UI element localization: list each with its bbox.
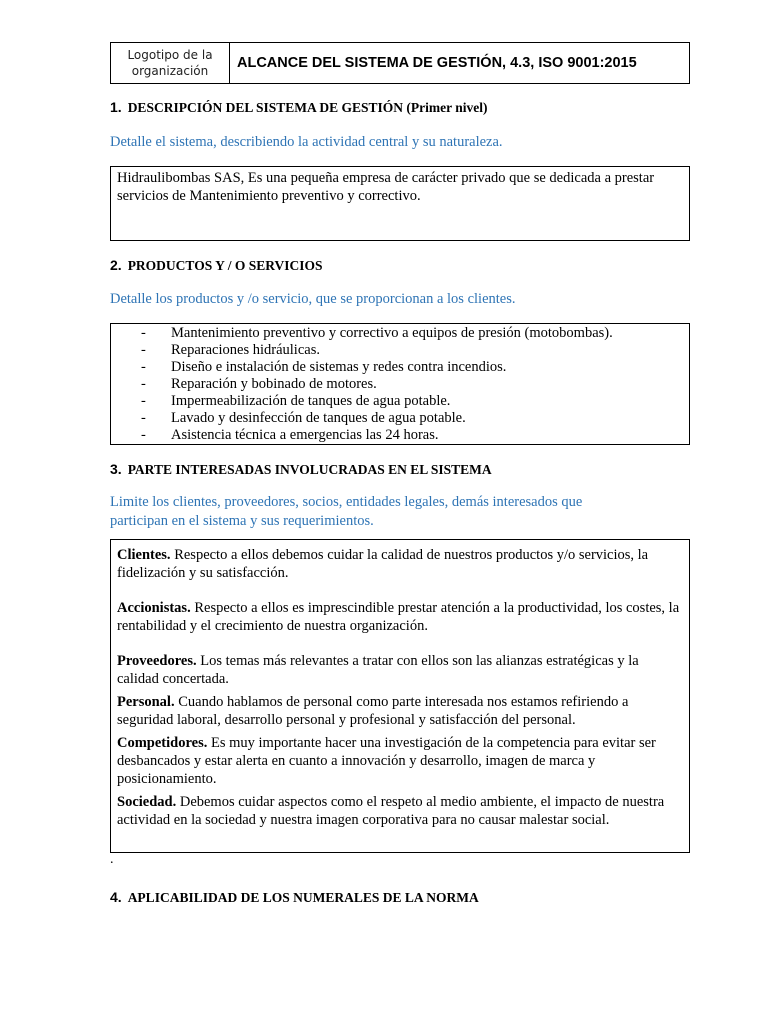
- stakeholder-name: Clientes.: [117, 547, 171, 563]
- section-1-title: DESCRIPCIÓN DEL SISTEMA DE GESTIÓN (Primer nivel): [127, 100, 488, 115]
- list-item: - Diseño e instalación de sistemas y redes contra incendios.: [141, 359, 507, 375]
- stakeholder-text: Respecto a ellos es imprescindible prestar atención a la productividad, los costes, la rentabilidad y el crecimiento de nuestra organización.: [117, 600, 680, 634]
- stakeholder-personal: [117, 693, 683, 729]
- product-item-6: Lavado y desinfección de tanques de agua potable.: [171, 410, 466, 426]
- document-title-text: ALCANCE DEL SISTEMA DE GESTIÓN, 4.3, ISO 9001:2015: [237, 55, 637, 71]
- section-4-heading: [110, 889, 479, 906]
- stakeholder-clientes: [117, 546, 683, 582]
- stakeholder-text: Cuando hablamos de personal como parte interesada nos estamos refiriendo a seguridad laboral, desarrollo personal y profesional y satisfacción del personal.: [117, 694, 629, 728]
- stakeholder-proveedores: [117, 652, 683, 688]
- section-4-title: APLICABILIDAD DE LOS NUMERALES DE LA NORMA: [127, 890, 479, 905]
- section-1-number: 1.: [110, 99, 122, 115]
- stakeholder-text: Es muy importante hacer una investigación de la competencia para evitar ser desbancados y estar alerta en cuanto a innovación y desarrollo, imagen de marca y posicionamiento.: [117, 735, 656, 787]
- product-item-5: Impermeabilización de tanques de agua potable.: [171, 393, 451, 409]
- stakeholder-text: Debemos cuidar aspectos como el respeto al medio ambiente, el impacto de nuestra actividad en la sociedad y nuestra imagen corporativa para no causar malestar social.: [117, 794, 665, 828]
- list-item: - Lavado y desinfección de tanques de agua potable.: [141, 410, 466, 426]
- trailing-period: .: [110, 852, 114, 867]
- section-3-stakeholders-box: [110, 539, 690, 853]
- product-item-3: Diseño e instalación de sistemas y redes contra incendios.: [171, 359, 507, 375]
- product-item-1: Mantenimiento preventivo y correctivo a equipos de presión (motobombas).: [171, 325, 613, 341]
- stakeholder-competidores: [117, 734, 683, 788]
- section-3-heading: [110, 461, 492, 478]
- list-item: - Reparación y bobinado de motores.: [141, 376, 377, 392]
- product-item-2: Reparaciones hidráulicas.: [171, 342, 320, 358]
- document-title: [230, 43, 689, 83]
- stakeholder-name: Competidores.: [117, 735, 208, 751]
- document-header-table: [110, 42, 690, 84]
- product-item-4: Reparación y bobinado de motores.: [171, 376, 377, 392]
- section-2-instruction: Detalle los productos y /o servicio, que se proporcionan a los clientes.: [110, 291, 516, 307]
- section-1-instruction: Detalle el sistema, describiendo la actividad central y su naturaleza.: [110, 134, 503, 150]
- section-4-number: 4.: [110, 889, 122, 905]
- list-item: - Impermeabilización de tanques de agua potable.: [141, 393, 451, 409]
- list-item: - Asistencia técnica a emergencias las 24 horas.: [141, 427, 439, 443]
- list-item: - Mantenimiento preventivo y correctivo a equipos de presión (motobombas).: [141, 325, 613, 341]
- products-list: [111, 325, 689, 444]
- stakeholder-sociedad: [117, 793, 683, 829]
- section-1-heading: [110, 99, 487, 116]
- section-2-title: PRODUCTOS Y / O SERVICIOS: [127, 258, 323, 273]
- list-item: - Reparaciones hidráulicas.: [141, 342, 320, 358]
- section-3-title: PARTE INTERESADAS INVOLUCRADAS EN EL SISTEMA: [127, 462, 492, 477]
- stakeholder-name: Sociedad.: [117, 794, 177, 810]
- logo-placeholder-text: Logotipo de la organización: [127, 48, 213, 78]
- product-item-7: Asistencia técnica a emergencias las 24 horas.: [171, 427, 439, 443]
- stakeholder-text: Los temas más relevantes a tratar con ellos son las alianzas estratégicas y la calidad concertada.: [117, 653, 639, 687]
- section-3-instruction: Limite los clientes, proveedores, socios, entidades legales, demás interesados que participan en el sistema y sus requerimientos.: [110, 494, 583, 529]
- stakeholder-name: Personal.: [117, 694, 175, 710]
- stakeholder-name: Accionistas.: [117, 600, 191, 616]
- section-2-heading: [110, 257, 323, 274]
- stakeholder-name: Proveedores.: [117, 653, 197, 669]
- section-2-products-box: [110, 323, 690, 445]
- section-3-number: 3.: [110, 461, 122, 477]
- section-1-content: Hidraulibombas SAS, Es una pequeña empresa de carácter privado que se dedicada a prestar servicios de Mantenimiento preventivo y correctivo.: [117, 170, 655, 204]
- stakeholder-accionistas: [117, 599, 683, 635]
- section-2-number: 2.: [110, 257, 122, 273]
- logo-placeholder: [111, 43, 230, 83]
- stakeholder-text: Respecto a ellos debemos cuidar la calidad de nuestros productos y/o servicios, la fidelización y su satisfacción.: [117, 547, 649, 581]
- section-1-content-box: [110, 166, 690, 241]
